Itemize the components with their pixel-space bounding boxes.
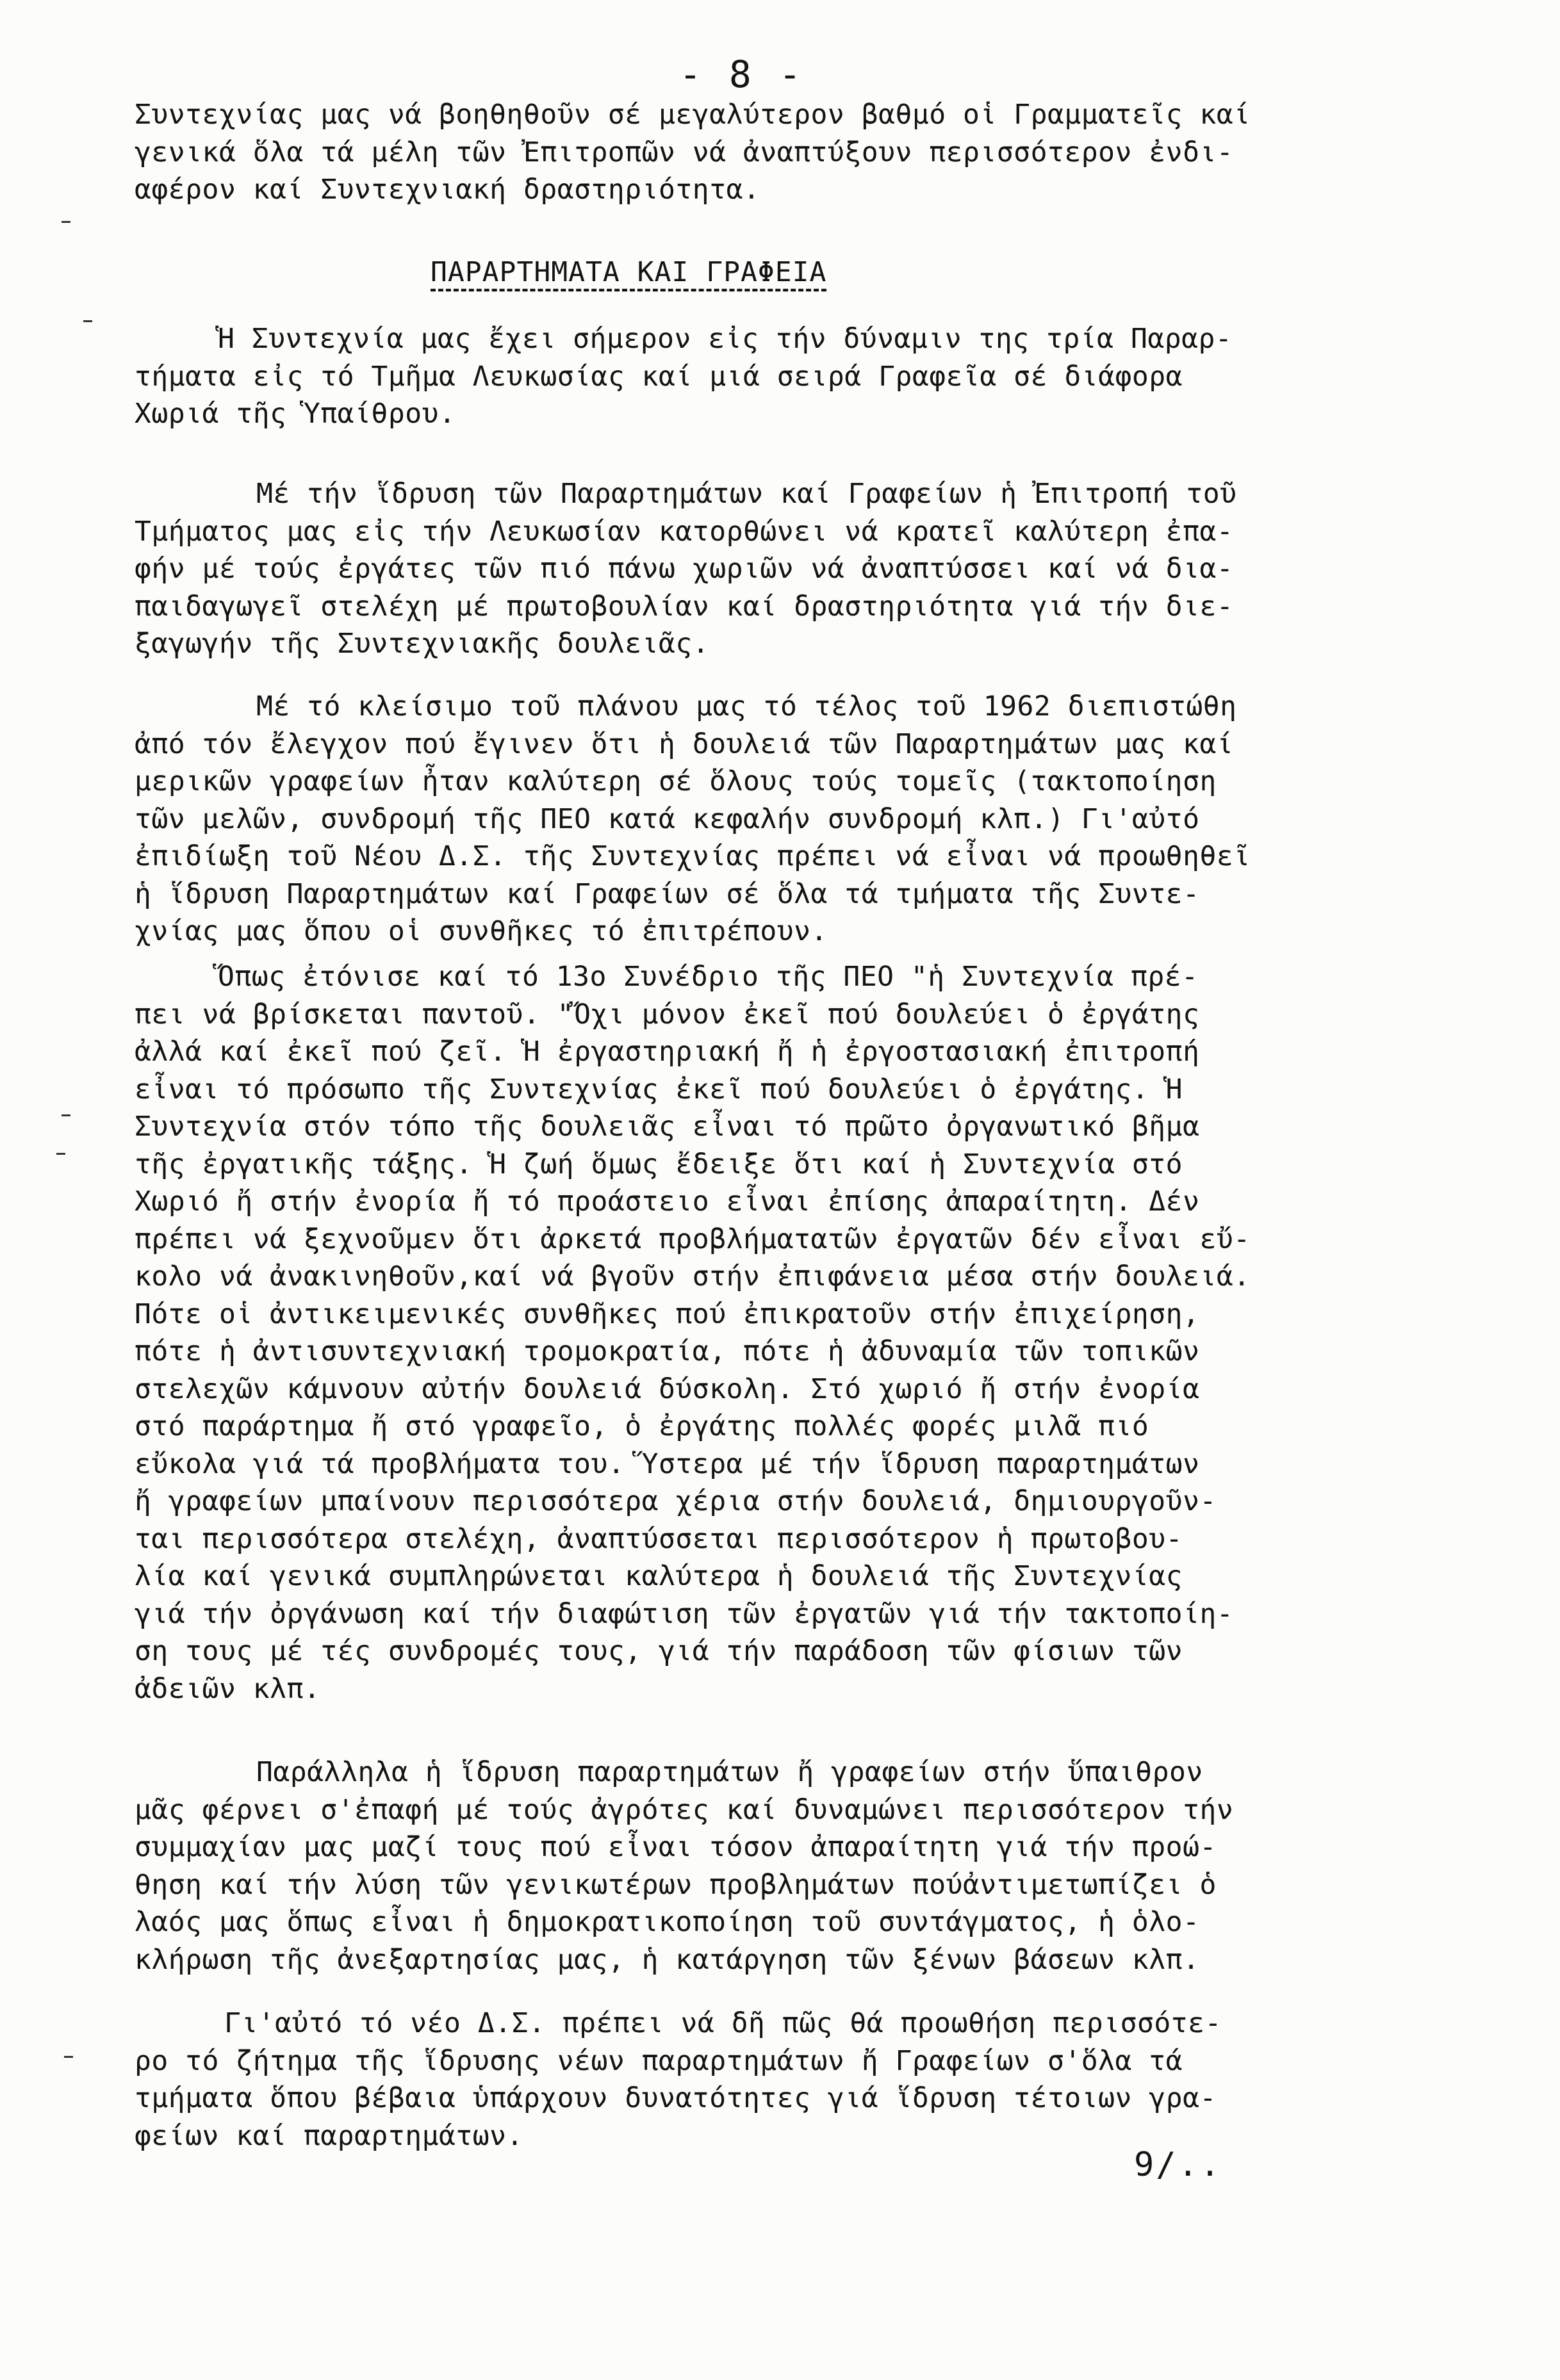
text-line: ἐπιδίωξη τοῦ Νέου Δ.Σ. τῆς Συντεχνίας πρέπει νά εἶναι νά προωθηθεῖ bbox=[135, 840, 1251, 872]
text-line: Χωριό ἤ στήν ἐνορία ἤ τό προάστειο εἶναι ἐπίσης ἀπαραίτητη. Δέν bbox=[135, 1186, 1200, 1218]
text-line: συμμαχίαν μας μαζί τους πού εἶναι τόσον ἀπαραίτητη γιά τήν προώ- bbox=[135, 1831, 1217, 1863]
text-line: Παράλληλα ἡ ἵδρυση παραρτημάτων ἤ γραφείων στήν ὕπαιθρον bbox=[256, 1756, 1203, 1788]
text-line: λία καί γενικά συμπληρώνεται καλύτερα ἡ δουλειά τῆς Συντεχνίας bbox=[135, 1560, 1183, 1592]
text-line: τῆς ἐργατικῆς τάξης. Ἡ ζωή ὅμως ἔδειξε ὅτι καί ἡ Συντεχνία στό bbox=[135, 1148, 1183, 1180]
paragraph-1 bbox=[135, 320, 1454, 433]
text-line: ἤ γραφείων μπαίνουν περισσότερα χέρια στήν δουλειά, δημιουργοῦν- bbox=[135, 1485, 1217, 1517]
text-line: στό παράρτημα ἤ στό γραφεῖο, ὁ ἐργάτης πολλές φορές μιλᾶ πιό bbox=[135, 1410, 1149, 1442]
text-line: εἶναι τό πρόσωπο τῆς Συντεχνίας ἐκεῖ πού δουλεύει ὁ ἐργάτης. Ἡ bbox=[135, 1073, 1183, 1105]
text-line: ξαγωγήν τῆς Συντεχνιακῆς δουλειᾶς. bbox=[135, 628, 710, 660]
text-line: Μέ τό κλείσιμο τοῦ πλάνου μας τό τέλος τοῦ 1962 διεπιστώθη bbox=[256, 690, 1237, 722]
text-line: Συντεχνία στόν τόπο τῆς δουλειᾶς εἶναι τό πρῶτο ὀργανωτικό βῆμα bbox=[135, 1111, 1200, 1143]
text-line: παιδαγωγεῖ στελέχη μέ πρωτοβουλίαν καί δραστηριότητα γιά τήν διε- bbox=[135, 590, 1234, 623]
text-line: τήματα εἰς τό Τμῆμα Λευκωσίας καί μιά σειρά Γραφεῖα σέ διάφορα bbox=[135, 360, 1183, 393]
text-line: τῶν μελῶν, συνδρομή τῆς ΠΕΟ κατά κεφαλήν συνδρομή κλπ.) Γι'αὐτό bbox=[135, 803, 1200, 835]
text-line: γενικά ὅλα τά μέλη τῶν Ἐπιτροπῶν νά ἀναπτύξουν περισσότερον ἐνδι- bbox=[135, 136, 1234, 168]
text-line: Πότε οἱ ἀντικειμενικές συνθῆκες πού ἐπικρατοῦν στήν ἐπιχείρηση, bbox=[135, 1298, 1200, 1330]
margin-mark bbox=[83, 320, 92, 322]
next-page-reference: 9/.. bbox=[1134, 2146, 1222, 2184]
text-line: ἀλλά καί ἐκεῖ πού ζεῖ. Ἡ ἐργαστηριακή ἤ ἡ ἐργοστασιακή ἐπιτροπή bbox=[135, 1036, 1200, 1068]
margin-mark bbox=[56, 1153, 65, 1155]
text-line: ρο τό ζήτημα τῆς ἵδρυσης νέων παραρτημάτων ἤ Γραφείων σ'ὅλα τά bbox=[135, 2044, 1183, 2077]
text-line: ἀπό τόν ἔλεγχον πού ἔγινεν ὅτι ἡ δουλειά τῶν Παραρτημάτων μας καί bbox=[135, 728, 1234, 760]
text-line: πρέπει νά ξεχνοῦμεν ὅτι ἀρκετά προβλήματατῶν ἐργατῶν δέν εἶναι εὔ- bbox=[135, 1223, 1251, 1255]
text-line: αφέρον καί Συντεχνιακή δραστηριότητα. bbox=[135, 174, 760, 206]
section-heading: ΠΑΡΑΡΤΗΜΑΤΑ ΚΑΙ ΓΡΑΦΕΙΑ bbox=[431, 256, 827, 288]
paragraph-3 bbox=[135, 688, 1454, 950]
text-line: Συντεχνίας μας νά βοηθηθοῦν σέ μεγαλύτερον βαθμό οἱ Γραμματεῖς καί bbox=[135, 99, 1251, 131]
text-line: θηση καί τήν λύση τῶν γενικωτέρων προβλημάτων πούἀντιμετωπίζει ὁ bbox=[135, 1868, 1217, 1901]
text-line: κολο νά ἀνακινηθοῦν,καί νά βγοῦν στήν ἐπιφάνεια μέσα στήν δουλειά. bbox=[135, 1260, 1251, 1292]
text-line: Χωριά τῆς Ὑπαίθρου. bbox=[135, 398, 456, 430]
text-line: εὔκολα γιά τά προβλήματα του. Ὕστερα μέ τήν ἵδρυση παραρτημάτων bbox=[135, 1447, 1200, 1480]
text-line: Ὅπως ἐτόνισε καί τό 13ο Συνέδριο τῆς ΠΕΟ "ἡ Συντεχνία πρέ- bbox=[218, 961, 1199, 993]
text-line: μᾶς φέρνει σ'ἐπαφή μέ τούς ἀγρότες καί δυναμώνει περισσότερον τήν bbox=[135, 1793, 1234, 1826]
margin-mark bbox=[62, 1114, 70, 1116]
text-line: μερικῶν γραφείων ἦταν καλύτερη σέ ὅλους τούς τομεῖς (τακτοποίηση bbox=[135, 765, 1217, 797]
margin-mark bbox=[62, 221, 70, 223]
text-line: ἡ ἵδρυση Παραρτημάτων καί Γραφείων σέ ὅλα τά τμήματα τῆς Συντε- bbox=[135, 877, 1200, 910]
margin-mark bbox=[64, 2056, 73, 2058]
page-number: - 8 - bbox=[679, 53, 804, 96]
text-line: χνίας μας ὅπου οἱ συνθῆκες τό ἐπιτρέπουν. bbox=[135, 915, 828, 947]
text-line: γιά τήν ὀργάνωση καί τήν διαφώτιση τῶν ἐργατῶν γιά τήν τακτοποίη- bbox=[135, 1597, 1234, 1630]
text-line: Μέ τήν ἵδρυση τῶν Παραρτημάτων καί Γραφείων ἡ Ἐπιτροπή τοῦ bbox=[256, 478, 1237, 510]
text-line: λαός μας ὅπως εἶναι ἡ δημοκρατικοποίηση τοῦ συντάγματος, ἡ ὁλο- bbox=[135, 1906, 1200, 1938]
text-line: πότε ἡ ἀντισυντεχνιακή τρομοκρατία, πότε ἡ ἀδυναμία τῶν τοπικῶν bbox=[135, 1335, 1200, 1367]
text-line: Γι'αὐτό τό νέο Δ.Σ. πρέπει νά δῆ πῶς θά προωθήση περισσότε- bbox=[224, 2007, 1222, 2039]
text-line: ται περισσότερα στελέχη, ἀναπτύσσεται περισσότερον ἡ πρωτοβου- bbox=[135, 1522, 1183, 1555]
text-line: Τμήματος μας εἰς τήν Λευκωσίαν κατορθώνει νά κρατεῖ καλύτερη ἐπα- bbox=[135, 515, 1234, 548]
paragraph-4 bbox=[135, 958, 1454, 1708]
text-line: τμήματα ὅπου βέβαια ὑπάρχουν δυνατότητες γιά ἵδρυση τέτοιων γρα- bbox=[135, 2082, 1217, 2114]
text-line: ἀδειῶν κλπ. bbox=[135, 1672, 321, 1705]
text-line: στελεχῶν κάμνουν αὐτήν δουλειά δύσκολη. Στό χωριό ἤ στήν ἐνορία bbox=[135, 1373, 1200, 1405]
text-line: ση τους μέ τές συνδρομές τους, γιά τήν παράδοση τῶν φίσιων τῶν bbox=[135, 1635, 1183, 1667]
text-line: φείων καί παραρτημάτων. bbox=[135, 2119, 523, 2152]
paragraph-5 bbox=[135, 1754, 1454, 1978]
text-line: Ἡ Συντεχνία μας ἔχει σήμερον εἰς τήν δύναμιν της τρία Παραρ- bbox=[218, 323, 1233, 355]
paragraph-6 bbox=[135, 2005, 1454, 2155]
paragraph-2 bbox=[135, 475, 1454, 663]
text-line: φήν μέ τούς ἐργάτες τῶν πιό πάνω χωριῶν νά ἀναπτύσσει καί νά δια- bbox=[135, 553, 1234, 585]
text-line: κλήρωση τῆς ἀνεξαρτησίας μας, ἡ κατάργηση τῶν ξένων βάσεων κλπ. bbox=[135, 1943, 1200, 1976]
continued-paragraph bbox=[135, 96, 1454, 209]
text-line: πει νά βρίσκεται παντοῦ. "Ὄχι μόνον ἐκεῖ πού δουλεύει ὁ ἐργάτης bbox=[135, 998, 1200, 1031]
